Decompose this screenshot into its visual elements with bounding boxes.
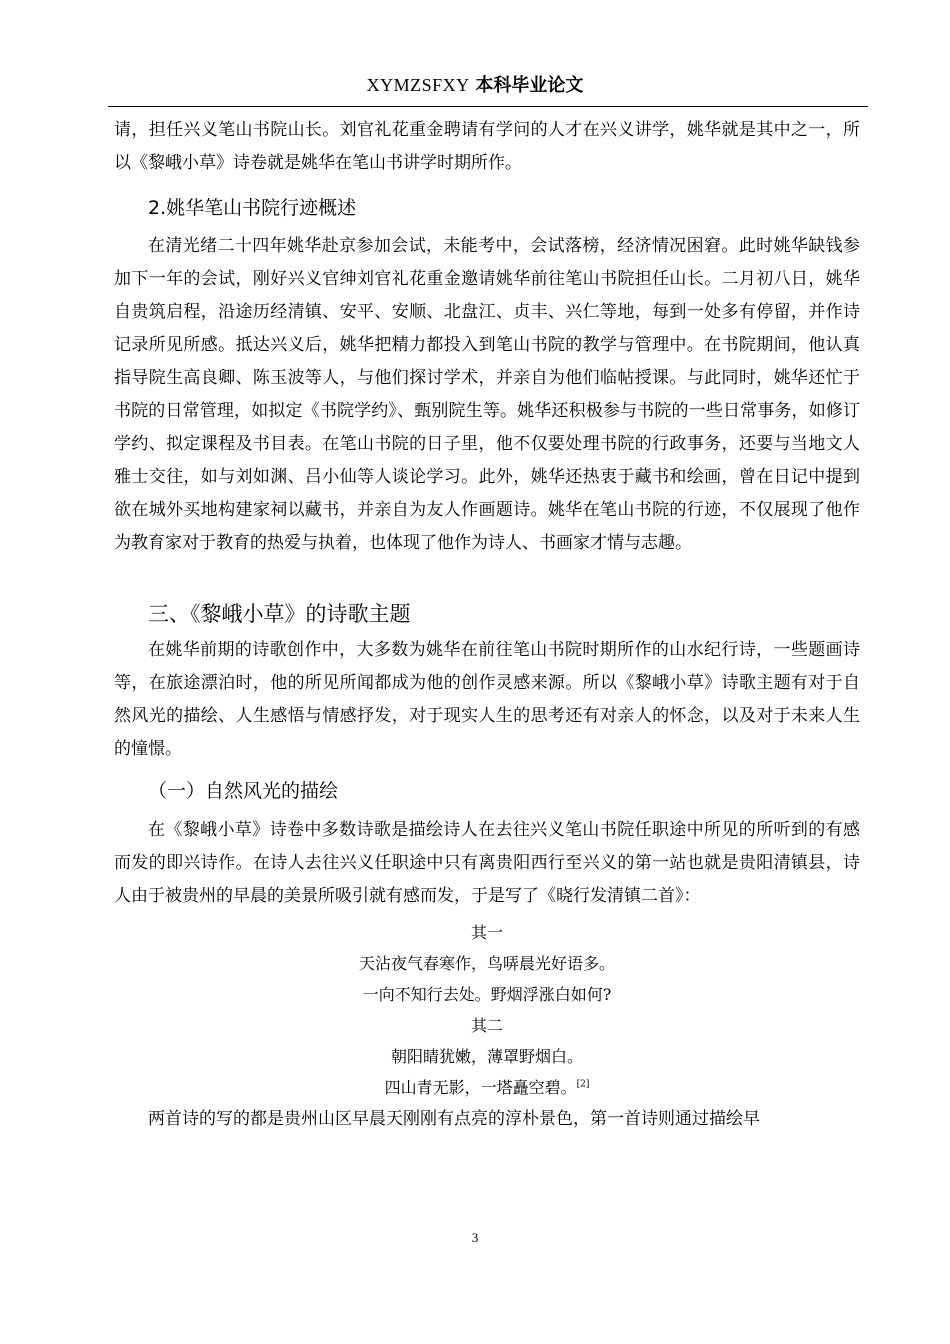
poem-block (114, 917, 860, 1103)
header-cjk-text: 本科毕业论文 (475, 75, 584, 96)
citation-reference: [2] (576, 1079, 590, 1090)
poem-title-2: 其二 (470, 1016, 503, 1035)
poem-line: 朝阳睛犹嫩，薄罩野烟白。 (390, 1047, 583, 1066)
section-heading-poem-themes: 三、《黎峨小草》的诗歌主题 (148, 602, 411, 626)
header-divider (108, 106, 868, 107)
poem-line-with-citation (114, 1072, 860, 1103)
subheading-bishan-academy: 2.姚华笔山书院行迹概述 (148, 197, 357, 219)
paragraph-poem-analysis: 两首诗的写的都是贵州山区早晨天刚刚有点亮的淳朴景色，第一首诗则通过描绘早 (148, 1109, 760, 1129)
page-number: 3 (471, 1230, 479, 1245)
subsection-heading-natural-scenery: （一）自然风光的描绘 (148, 780, 339, 802)
poem-line: 四山青无影，一塔矗空碧。 (384, 1078, 577, 1097)
paragraph-continued: 请，担任兴义笔山书院山长。刘官礼花重金聘请有学问的人才在兴义讲学，姚华就是其中之一，所以《黎峨小草》诗卷就是姚华在笔山书讲学时期所作。 (114, 120, 860, 173)
document-body (114, 114, 860, 1136)
poem-line: 一向不知行去处。野烟浮涨白如何? (362, 985, 612, 1004)
paragraph-poem-themes-intro: 在姚华前期的诗歌创作中，大多数为姚华在前往笔山书院时期所作的山水纪行诗，一些题画诗等，在旅途漂泊时，他的所见所闻都成为他的创作灵感来源。所以《黎峨小草》诗歌主题有对于自然风光的描绘、人生感悟与情感抒发，对于现实人生的思考还有对亲人的怀念，以及对于未来人生的憧憬。 (114, 640, 860, 759)
header-latin-text: XYMZSFXY (366, 75, 470, 95)
paragraph-natural-scenery: 在《黎峨小草》诗卷中多数诗歌是描绘诗人在去往兴义笔山书院任职途中所见的所听到的有感而发的即兴诗作。在诗人去往兴义任职途中只有离贵阳西行至兴义的第一站也就是贵阳清镇县，诗人由于被贵州的早晨的美景所吸引就有感而发，于是写了《晓行发清镇二首》： (114, 820, 860, 906)
poem-title-1: 其一 (470, 923, 503, 942)
page-header (0, 72, 950, 99)
paragraph-bishan-academy: 在清光绪二十四年姚华赴京参加会试，未能考中，会试落榜，经济情况困窘。此时姚华缺钱参加下一年的会试，刚好兴义官绅刘官礼花重金邀请姚华前往笔山书院担任山长。二月初八日，姚华自贵筑启程，沿途历经清镇、安平、安顺、北盘江、贞丰、兴仁等地，每到一处多有停留，并作诗记录所见所感。抵达兴义后，姚华把精力都投入到笔山书院的教学与管理中。在书院期间，他认真指导院生高良卿、陈玉波等人，与他们探讨学术，并亲自为他们临帖授课。与此同时，姚华还忙于书院的日常管理，如拟定《书院学约》、甄别院生等。姚华还积极参与书院的一些日常事务，如修订学约、拟定课程及书目表。在笔山书院的日子里，他不仅要处理书院的行政事务，还要与当地文人雅士交往，如与刘如渊、吕小仙等人谈论学习。此外，姚华还热衷于藏书和绘画，曾在日记中提到欲在城外买地构建家祠以藏书，并亲自为友人作画题诗。姚华在笔山书院的行迹，不仅展现了他作为教育家对于教育的热爱与执着，也体现了他作为诗人、书画家才情与志趣。 (114, 236, 860, 553)
poem-line: 天沾夜气春寒作，鸟哢晨光好语多。 (358, 954, 615, 973)
